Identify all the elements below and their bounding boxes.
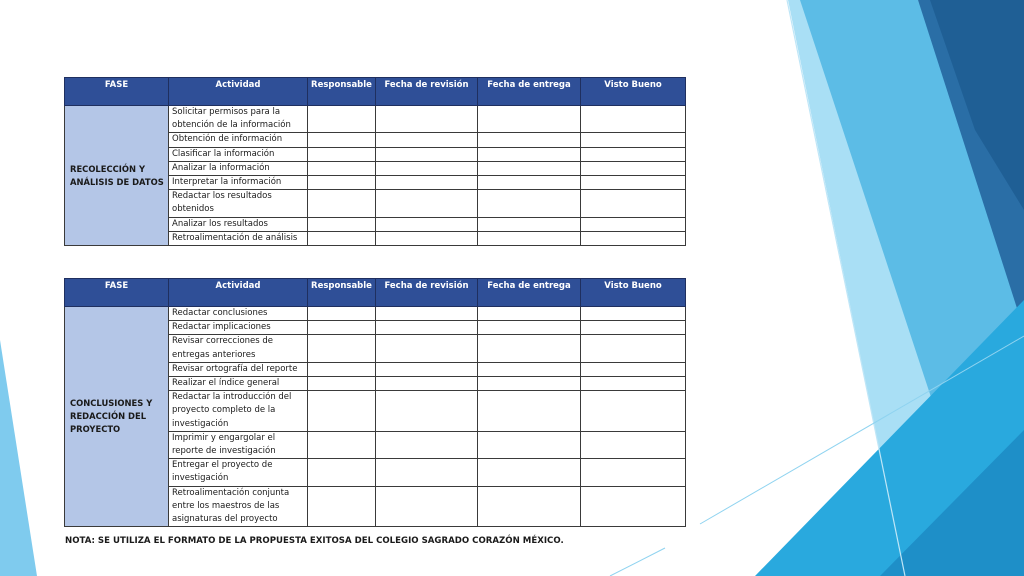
responsable-cell: [308, 459, 376, 486]
fecha-entrega-cell: [478, 307, 581, 321]
fecha-entrega-cell: [478, 321, 581, 335]
activity-cell: [169, 307, 308, 321]
header-fecha-revision: Fecha de revisión: [376, 78, 478, 106]
fecha-revision-cell: [376, 106, 478, 133]
responsable-cell: [308, 321, 376, 335]
activity-cell: [169, 362, 308, 376]
fecha-entrega-cell: [478, 147, 581, 161]
phase-table-data-collection: [64, 77, 686, 246]
activity-text-line: investigación: [172, 418, 229, 429]
responsable-cell: [308, 161, 376, 175]
activity-text-line: obtenidos: [172, 204, 214, 215]
visto-bueno-cell: [581, 431, 686, 458]
activity-cell: [169, 161, 308, 175]
activity-cell: [169, 431, 308, 458]
visto-bueno-cell: [581, 176, 686, 190]
fecha-entrega-cell: [478, 486, 581, 527]
fecha-revision-cell: [376, 335, 478, 362]
visto-bueno-cell: [581, 133, 686, 147]
fecha-entrega-cell: [478, 190, 581, 217]
table-body: [65, 307, 686, 527]
phase-label-line: CONCLUSIONES Y: [70, 398, 153, 409]
activity-text-line: Revisar correcciones de: [172, 336, 274, 347]
fecha-revision-cell: [376, 176, 478, 190]
fecha-revision-cell: [376, 486, 478, 527]
fecha-entrega-cell: [478, 362, 581, 376]
activity-text-line: Entregar el proyecto de: [172, 460, 273, 471]
activity-cell: [169, 321, 308, 335]
fecha-revision-cell: [376, 321, 478, 335]
header-visto-bueno: Visto Bueno: [581, 279, 686, 307]
fecha-entrega-cell: [478, 161, 581, 175]
responsable-cell: [308, 231, 376, 245]
fecha-revision-cell: [376, 459, 478, 486]
visto-bueno-cell: [581, 106, 686, 133]
responsable-cell: [308, 486, 376, 527]
activity-cell: [169, 231, 308, 245]
phase-cell: [65, 307, 169, 527]
visto-bueno-cell: [581, 391, 686, 432]
activity-text-line: Retroalimentación de análisis: [172, 232, 298, 243]
visto-bueno-cell: [581, 335, 686, 362]
activity-text-line: Solicitar permisos para la: [172, 107, 281, 117]
fecha-entrega-cell: [478, 133, 581, 147]
header-fase: FASE: [65, 279, 169, 307]
activity-text-line: Analizar los resultados: [172, 218, 268, 229]
activity-cell: [169, 391, 308, 432]
visto-bueno-cell: [581, 377, 686, 391]
activity-text-line: Clasificar la información: [172, 148, 275, 159]
activity-cell: [169, 217, 308, 231]
activity-text-line: Interpretar la información: [172, 177, 282, 188]
fecha-revision-cell: [376, 190, 478, 217]
phase-label-line: ANÁLISIS DE DATOS: [70, 176, 164, 187]
fecha-revision-cell: [376, 377, 478, 391]
activity-cell: [169, 176, 308, 190]
header-fecha-revision: Fecha de revisión: [376, 279, 478, 307]
header-responsable: Responsable: [308, 279, 376, 307]
visto-bueno-cell: [581, 190, 686, 217]
visto-bueno-cell: [581, 147, 686, 161]
fecha-entrega-cell: [478, 391, 581, 432]
visto-bueno-cell: [581, 307, 686, 321]
activity-text-line: Realizar el índice general: [172, 378, 280, 389]
fecha-entrega-cell: [478, 377, 581, 391]
header-visto-bueno: Visto Bueno: [581, 78, 686, 106]
activity-text-line: Obtención de información: [172, 134, 283, 145]
fecha-entrega-cell: [478, 217, 581, 231]
activity-text-line: Revisar ortografía del reporte: [172, 363, 298, 374]
table-row: [65, 106, 686, 133]
responsable-cell: [308, 377, 376, 391]
fecha-revision-cell: [376, 362, 478, 376]
header-actividad: Actividad: [169, 78, 308, 106]
fecha-entrega-cell: [478, 335, 581, 362]
visto-bueno-cell: [581, 231, 686, 245]
activity-cell: [169, 190, 308, 217]
activity-text-line: reporte de investigación: [172, 446, 276, 457]
table-row: [65, 307, 686, 321]
responsable-cell: [308, 307, 376, 321]
fecha-revision-cell: [376, 133, 478, 147]
activity-text-line: investigación: [172, 473, 229, 484]
activity-cell: [169, 133, 308, 147]
phase-label-line: PROYECTO: [70, 424, 121, 435]
table-body: [65, 106, 686, 246]
activity-cell: [169, 147, 308, 161]
activity-text-line: Retroalimentación conjunta: [172, 487, 290, 498]
phase-label-line: RECOLECCIÓN Y: [70, 163, 146, 174]
responsable-cell: [308, 431, 376, 458]
responsable-cell: [308, 362, 376, 376]
header-fecha-entrega: Fecha de entrega: [478, 78, 581, 106]
responsable-cell: [308, 190, 376, 217]
activity-cell: [169, 486, 308, 527]
thin-line-3: [610, 548, 665, 576]
visto-bueno-cell: [581, 217, 686, 231]
activity-text-line: asignaturas del proyecto: [172, 514, 278, 525]
responsable-cell: [308, 133, 376, 147]
fecha-entrega-cell: [478, 231, 581, 245]
activity-text-line: Redactar implicaciones: [172, 322, 271, 333]
visto-bueno-cell: [581, 459, 686, 486]
fecha-revision-cell: [376, 147, 478, 161]
phase-cell: [65, 106, 169, 246]
responsable-cell: [308, 217, 376, 231]
visto-bueno-cell: [581, 161, 686, 175]
responsable-cell: [308, 391, 376, 432]
header-fase: FASE: [65, 78, 169, 106]
activity-cell: [169, 335, 308, 362]
activity-text-line: obtención de la información: [172, 120, 291, 131]
fecha-entrega-cell: [478, 431, 581, 458]
responsable-cell: [308, 176, 376, 190]
fecha-entrega-cell: [478, 459, 581, 486]
activity-text-line: Redactar la introducción del: [172, 392, 292, 403]
activity-text-line: Imprimir y engargolar el: [172, 432, 276, 443]
activity-text-line: entre los maestros de las: [172, 500, 280, 511]
fecha-entrega-cell: [478, 176, 581, 190]
footnote: NOTA: SE UTILIZA EL FORMATO DE LA PROPUESTA EXITOSA DEL COLEGIO SAGRADO CORAZÓN MÉXICO.: [65, 536, 564, 546]
left-accent-shape: [0, 340, 37, 576]
activity-text-line: Redactar conclusiones: [172, 308, 268, 318]
fecha-revision-cell: [376, 217, 478, 231]
visto-bueno-cell: [581, 321, 686, 335]
table-header-row: [65, 78, 686, 106]
responsable-cell: [308, 106, 376, 133]
activity-cell: [169, 106, 308, 133]
activity-text-line: entregas anteriores: [172, 349, 256, 360]
visto-bueno-cell: [581, 486, 686, 527]
activity-text-line: Analizar la información: [172, 162, 270, 173]
fecha-revision-cell: [376, 307, 478, 321]
header-fecha-entrega: Fecha de entrega: [478, 279, 581, 307]
visto-bueno-cell: [581, 362, 686, 376]
activity-text-line: Redactar los resultados: [172, 191, 272, 202]
activity-text-line: proyecto completo de la: [172, 405, 276, 416]
header-responsable: Responsable: [308, 78, 376, 106]
phase-label-line: REDACCIÓN DEL: [70, 411, 147, 422]
phase-table-conclusions: [64, 278, 686, 527]
fecha-entrega-cell: [478, 106, 581, 133]
fecha-revision-cell: [376, 231, 478, 245]
fecha-revision-cell: [376, 161, 478, 175]
responsable-cell: [308, 335, 376, 362]
fecha-revision-cell: [376, 431, 478, 458]
activity-cell: [169, 377, 308, 391]
activity-cell: [169, 459, 308, 486]
header-actividad: Actividad: [169, 279, 308, 307]
responsable-cell: [308, 147, 376, 161]
fecha-revision-cell: [376, 391, 478, 432]
table-header-row: [65, 279, 686, 307]
